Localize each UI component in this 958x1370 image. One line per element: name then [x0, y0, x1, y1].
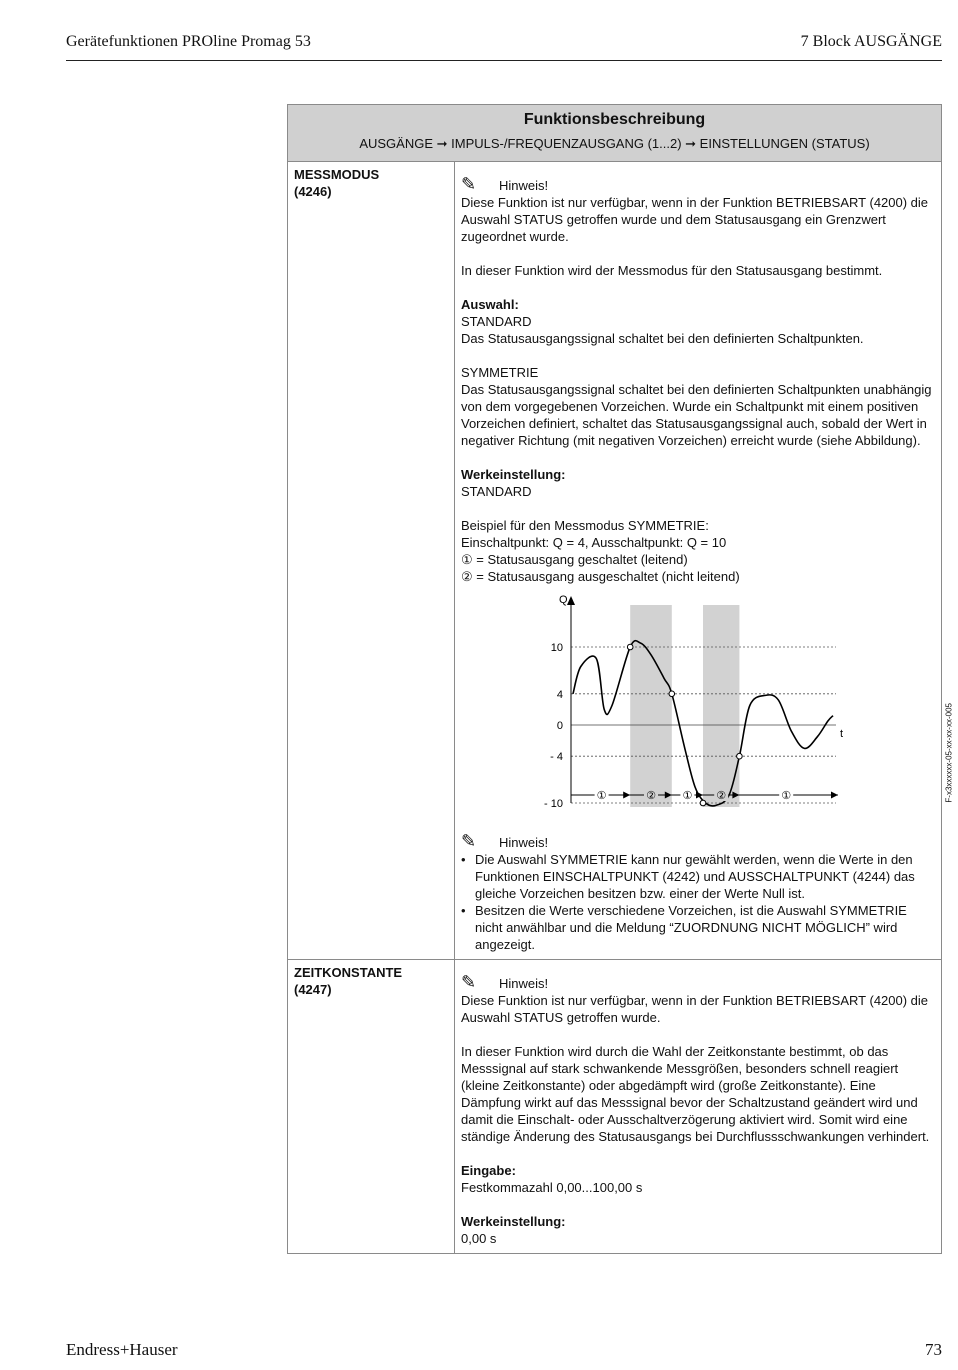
hint-heading [461, 970, 935, 992]
function-name: MESSMODUS [294, 167, 380, 182]
y-tick-label: - 4 [550, 751, 563, 764]
state-label: ① [682, 789, 693, 802]
function-name: ZEITKONSTANTE [294, 965, 403, 980]
function-code: (4247) [294, 982, 332, 997]
eingabe-value: Festkommazahl 0,00...100,00 s [461, 1180, 643, 1195]
header-title: Gerätefunktionen PROline Promag 53 [66, 33, 311, 50]
hint-text: Diese Funktion ist nur verfügbar, wenn in der Funktion BETRIEBSART (4200) die Auswahl STATUS getroffen wurde und dem Statusausgang ein Grenzwert zugeordnet wurde. [461, 195, 929, 244]
timeline-arrow [831, 792, 838, 799]
x-axis-label: t [840, 728, 844, 740]
function-description-cell [455, 960, 942, 1254]
state-label: ① [781, 789, 792, 802]
pencil-note-icon: ✎ [461, 174, 477, 194]
switch-band [630, 605, 672, 807]
page-header [66, 30, 942, 61]
table-header [288, 105, 942, 162]
figure-id: F-x3xxxxxx-05-xx-xx-xx-005 [945, 703, 954, 803]
option-symmetrie: SYMMETRIE [461, 365, 539, 380]
example-points: Einschaltpunkt: Q = 4, Ausschaltpunkt: Q = 10 [461, 535, 727, 550]
option-standard: STANDARD [461, 314, 532, 329]
y-axis-label: Q [559, 594, 568, 606]
option-standard-desc: Das Statusausgangssignal schaltet bei den definierten Schaltpunkten. [461, 331, 864, 346]
company-name: Endress+Hauser [66, 1340, 178, 1359]
switch-point-marker [737, 753, 743, 759]
intro-text: In dieser Funktion wird der Messmodus für den Statusausgang bestimmt. [461, 263, 883, 278]
hint-text: Diese Funktion ist nur verfügbar, wenn in der Funktion BETRIEBSART (4200) die Auswahl STATUS getroffen wurde. [461, 993, 929, 1025]
werkeinstellung-label: Werkeinstellung: [461, 1214, 566, 1229]
state-label: ② [716, 789, 727, 802]
werkeinstellung-value: STANDARD [461, 484, 532, 499]
list-item: • Besitzen die Werte verschiedene Vorzeichen, ist die Auswahl SYMMETRIE nicht anwählbar und die Meldung “ZUORDNUNG NICHT MÖGLICH” wird angezeigt. [461, 902, 935, 953]
y-axis-arrow [567, 596, 575, 605]
timeline-arrow [623, 792, 630, 799]
function-table [287, 104, 954, 1254]
auswahl-label: Auswahl: [461, 297, 519, 312]
example-legend-1: ① = Statusausgang geschaltet (leitend) [461, 552, 688, 567]
hint-label: Hinweis! [499, 835, 549, 850]
timeline-arrow [696, 792, 703, 799]
page-number: 73 [925, 1340, 942, 1359]
description-text: In dieser Funktion wird durch die Wahl der Zeitkonstante bestimmt, ob das Messsignal auf stark schwankende Messgrößen, besonders schnell reagiert (kleine Zeitkonstante) oder abgedämpft wird (große Zeitkonstante). Eine Dämpfung wirkt auf das Messsignal bevor der Schaltzustand geändert wird und damit die Einschalt- oder Ausschaltverzögerung aktiviert wird. Somit wird eine ständige Änderung des Statusausgangs bei Durchflussschwankungen verhindert. [461, 1044, 930, 1144]
switch-point-marker [700, 800, 706, 806]
switch-point-marker [669, 691, 675, 697]
function-name-cell [288, 162, 455, 960]
hint-heading [461, 172, 935, 194]
header-section: 7 Block AUSGÄNGE [800, 33, 942, 50]
symmetrie-chart [461, 593, 954, 825]
function-name-cell [288, 960, 455, 1254]
state-label: ① [596, 789, 607, 802]
hint-label: Hinweis! [499, 976, 549, 991]
table-row [288, 162, 942, 960]
example-legend-2: ② = Statusausgang ausgeschaltet (nicht leitend) [461, 569, 740, 584]
pencil-note-icon: ✎ [461, 972, 477, 992]
function-description-cell [455, 162, 954, 960]
menu-path: AUSGÄNGE ➞ IMPULS-/FREQUENZAUSGANG (1...2) ➞ EINSTELLUNGEN (STATUS) [359, 136, 870, 151]
werkeinstellung-label: Werkeinstellung: [461, 467, 566, 482]
table-row [288, 960, 942, 1254]
y-tick-label: - 10 [544, 798, 563, 810]
chart-svg [461, 593, 935, 825]
hint-label: Hinweis! [499, 178, 549, 193]
function-code: (4246) [294, 184, 332, 199]
hint-heading-2 [461, 829, 935, 851]
werkeinstellung-value: 0,00 s [461, 1231, 497, 1246]
state-label: ② [646, 789, 656, 802]
example-title: Beispiel für den Messmodus SYMMETRIE: [461, 518, 709, 533]
y-tick-label: 10 [550, 642, 563, 654]
eingabe-label: Eingabe: [461, 1163, 516, 1178]
option-symmetrie-desc: Das Statusausgangssignal schaltet bei den definierten Schaltpunkten unabhängig von dem vorgegebenen Vorzeichen. Wurde ein Schaltpunkt mit einem positiven Vorzeichen definiert, schaltet das Statusausgangssignal auch, sobald der Wert in negativer Richtung (mit negativen Vorzeichen) erreicht wurde (siehe Abbildung). [461, 382, 932, 448]
pencil-note-icon: ✎ [461, 831, 477, 851]
y-tick-label: 4 [556, 688, 563, 701]
table-title: Funktionsbeschreibung [523, 111, 706, 128]
y-tick-label: 0 [556, 720, 563, 732]
switch-point-marker [627, 644, 633, 650]
hint-bullets [461, 851, 935, 953]
list-item: • Die Auswahl SYMMETRIE kann nur gewählt werden, wenn die Werte in den Funktionen EINSCHALTPUNKT (4242) und AUSSCHALTPUNKT (4244) das gleiche Vorzeichen besitzen bzw. einer der Werte Null ist. [461, 851, 935, 902]
